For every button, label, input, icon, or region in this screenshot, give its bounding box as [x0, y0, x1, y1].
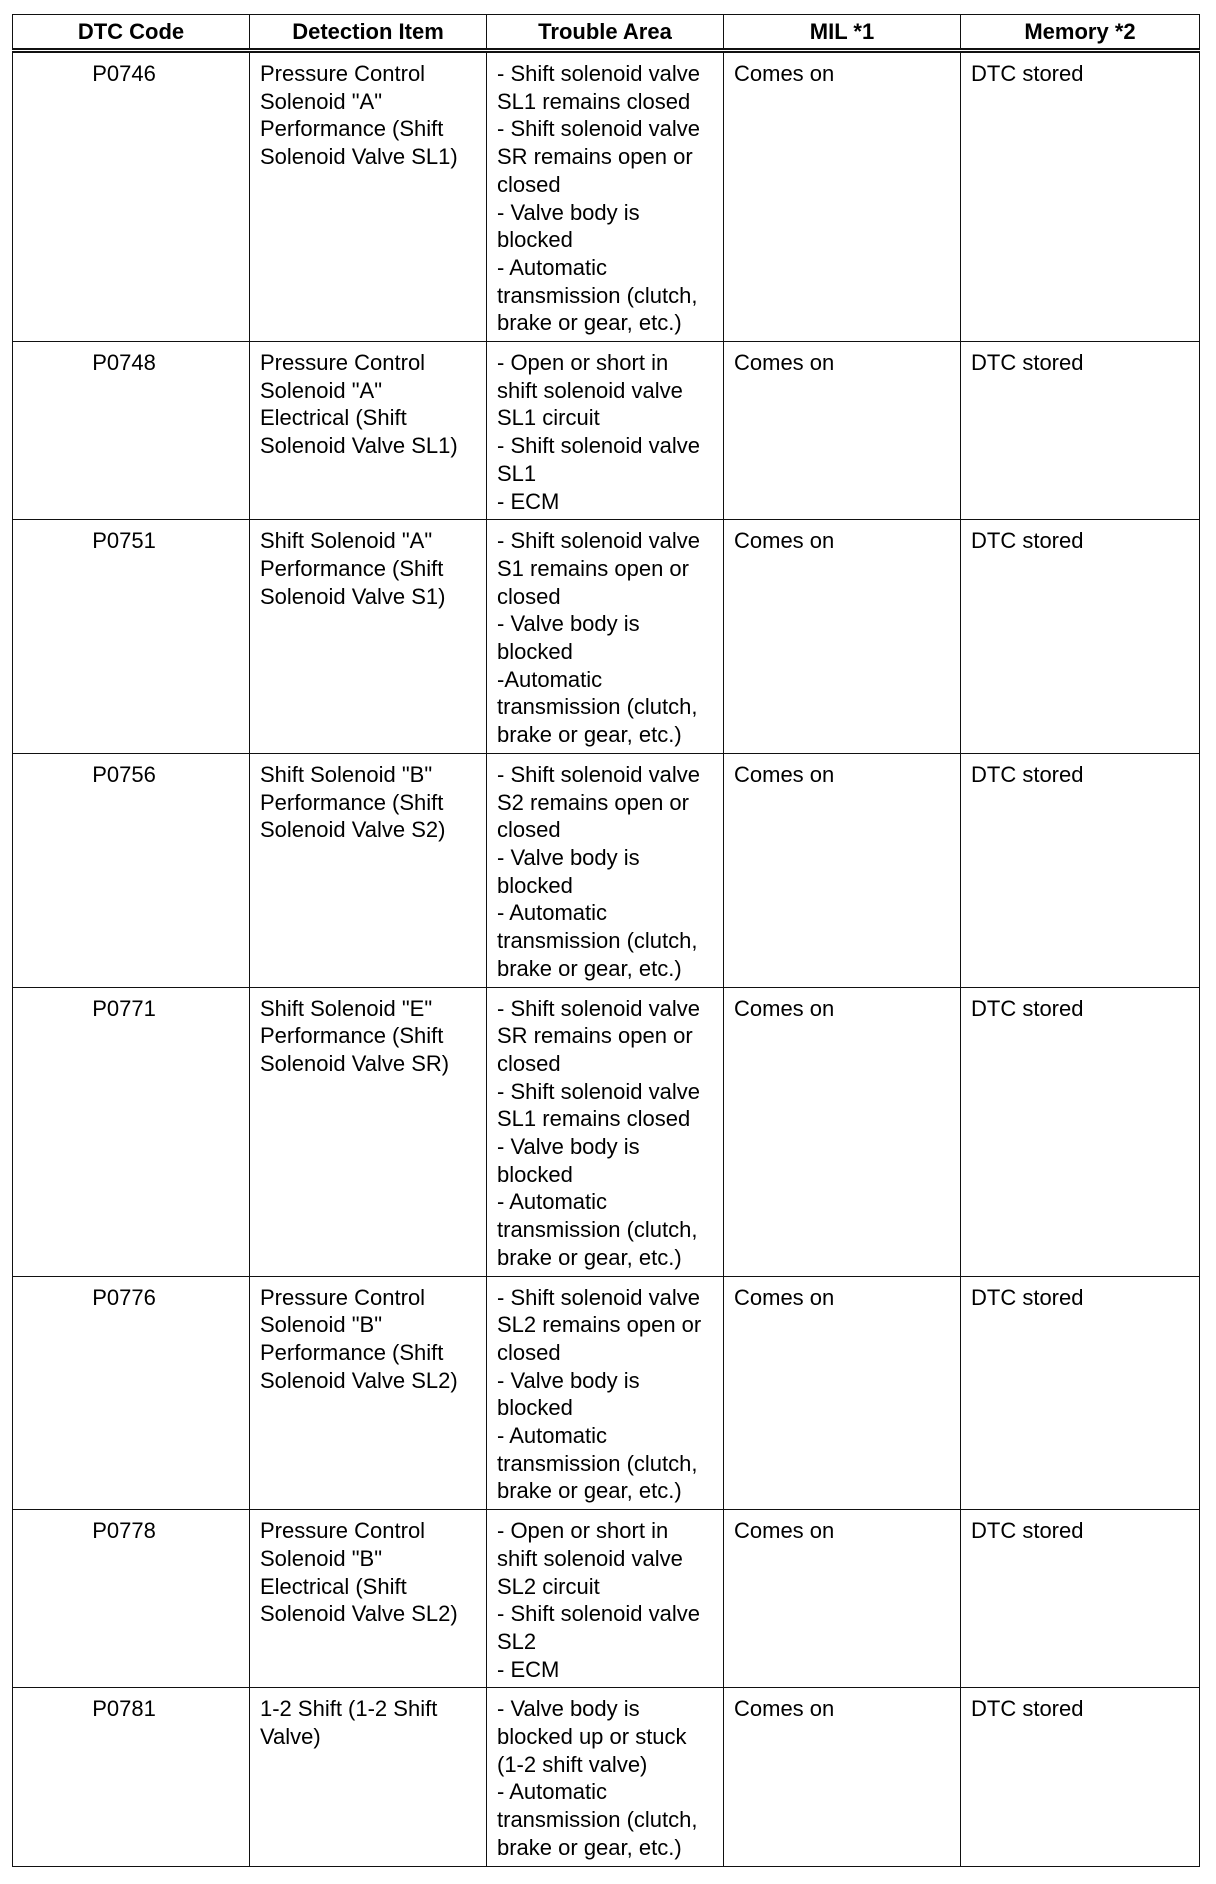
trouble-area: - Open or short in shift solenoid valve SL2 circuit - Shift solenoid valve SL2 - ECM: [497, 1518, 700, 1682]
detection-item-cell: [250, 51, 487, 342]
detection-item-cell: [250, 520, 487, 754]
table-row: [13, 1510, 1200, 1688]
memory-status: DTC stored: [971, 761, 1084, 787]
memory-cell: [961, 753, 1200, 987]
dtc-code: P0748: [92, 350, 156, 376]
trouble-area-cell: [487, 1688, 724, 1866]
table-row: [13, 1688, 1200, 1866]
detection-item-cell: [250, 1688, 487, 1866]
trouble-area: - Open or short in shift solenoid valve SL1 circuit - Shift solenoid valve SL1 - ECM: [497, 350, 700, 514]
trouble-area: - Shift solenoid valve S1 remains open or closed - Valve body is blocked -Automatic transmission (clutch, brake or gear, etc.): [497, 528, 700, 748]
memory-status: DTC stored: [971, 1696, 1084, 1722]
trouble-area-cell: [487, 1510, 724, 1688]
detection-item-cell: [250, 1276, 487, 1510]
dtc-code-cell: [13, 1688, 250, 1866]
detection-item: Shift Solenoid "B" Performance (Shift Solenoid Valve S2): [260, 761, 446, 843]
trouble-area: - Shift solenoid valve SL2 remains open or closed - Valve body is blocked - Automatic transmission (clutch, brake or gear, etc.): [497, 1284, 702, 1504]
dtc-code: P0776: [92, 1284, 156, 1310]
mil-status: Comes on: [734, 1696, 835, 1722]
header-dtc-code: DTC Code: [13, 15, 250, 51]
table-row: [13, 51, 1200, 342]
header-detection-item: Detection Item: [250, 15, 487, 51]
memory-cell: [961, 342, 1200, 520]
detection-item: 1-2 Shift (1-2 Shift Valve): [260, 1696, 438, 1750]
trouble-area-cell: [487, 753, 724, 987]
memory-cell: [961, 1276, 1200, 1510]
mil-cell: [724, 1688, 961, 1866]
memory-cell: [961, 1688, 1200, 1866]
table-row: [13, 987, 1200, 1276]
table-row: [13, 342, 1200, 520]
mil-status: Comes on: [734, 528, 835, 554]
mil-cell: [724, 520, 961, 754]
dtc-code-cell: [13, 51, 250, 342]
dtc-code-cell: [13, 753, 250, 987]
header-memory: Memory *2: [961, 15, 1200, 51]
detection-item-cell: [250, 1510, 487, 1688]
mil-status: Comes on: [734, 1284, 835, 1310]
trouble-area-cell: [487, 51, 724, 342]
trouble-area: - Shift solenoid valve S2 remains open or closed - Valve body is blocked - Automatic transmission (clutch, brake or gear, etc.): [497, 761, 700, 981]
dtc-code: P0778: [92, 1518, 156, 1544]
detection-item: Pressure Control Solenoid "A" Electrical (Shift Solenoid Valve SL1): [260, 350, 458, 459]
memory-status: DTC stored: [971, 1518, 1084, 1544]
dtc-code-cell: [13, 987, 250, 1276]
header-trouble-area: Trouble Area: [487, 15, 724, 51]
trouble-area: - Shift solenoid valve SR remains open or closed - Shift solenoid valve SL1 remains closed - Valve body is blocked - Automatic transmission (clutch, brake or gear, etc.): [497, 995, 700, 1270]
dtc-code-cell: [13, 342, 250, 520]
detection-item: Shift Solenoid "A" Performance (Shift Solenoid Valve S1): [260, 528, 446, 609]
mil-cell: [724, 987, 961, 1276]
dtc-code: P0771: [92, 995, 156, 1021]
dtc-code: P0781: [92, 1696, 156, 1722]
mil-status: Comes on: [734, 350, 835, 376]
detection-item: Shift Solenoid "E" Performance (Shift Solenoid Valve SR): [260, 995, 450, 1076]
memory-status: DTC stored: [971, 528, 1084, 554]
trouble-area-cell: [487, 987, 724, 1276]
trouble-area-cell: [487, 520, 724, 754]
mil-cell: [724, 753, 961, 987]
dtc-code-cell: [13, 1276, 250, 1510]
dtc-code-cell: [13, 1510, 250, 1688]
memory-status: DTC stored: [971, 995, 1084, 1021]
memory-cell: [961, 1510, 1200, 1688]
detection-item-cell: [250, 342, 487, 520]
memory-cell: [961, 520, 1200, 754]
detection-item-cell: [250, 987, 487, 1276]
trouble-area-cell: [487, 342, 724, 520]
dtc-code: P0751: [92, 528, 156, 554]
mil-status: Comes on: [734, 761, 835, 787]
mil-status: Comes on: [734, 995, 835, 1021]
mil-status: Comes on: [734, 1518, 835, 1544]
mil-cell: [724, 51, 961, 342]
dtc-code: P0756: [92, 761, 156, 787]
detection-item-cell: [250, 753, 487, 987]
table-header-row: [13, 15, 1200, 51]
table-row: [13, 520, 1200, 754]
header-mil: MIL *1: [724, 15, 961, 51]
trouble-area: - Shift solenoid valve SL1 remains closed - Shift solenoid valve SR remains open or closed - Valve body is blocked - Automatic transmission (clutch, brake or gear, etc.): [497, 61, 700, 336]
detection-item: Pressure Control Solenoid "B" Electrical (Shift Solenoid Valve SL2): [260, 1518, 458, 1627]
mil-cell: [724, 1510, 961, 1688]
memory-status: DTC stored: [971, 1284, 1084, 1310]
dtc-code-cell: [13, 520, 250, 754]
table-row: [13, 1276, 1200, 1510]
memory-cell: [961, 51, 1200, 342]
memory-cell: [961, 987, 1200, 1276]
memory-status: DTC stored: [971, 61, 1084, 86]
mil-status: Comes on: [734, 61, 835, 86]
table-row: [13, 753, 1200, 987]
detection-item: Pressure Control Solenoid "A" Performance (Shift Solenoid Valve SL1): [260, 61, 458, 170]
trouble-area-cell: [487, 1276, 724, 1510]
detection-item: Pressure Control Solenoid "B" Performance (Shift Solenoid Valve SL2): [260, 1284, 458, 1393]
memory-status: DTC stored: [971, 350, 1084, 376]
dtc-table: [12, 14, 1200, 1867]
dtc-code: P0746: [92, 61, 156, 86]
mil-cell: [724, 342, 961, 520]
mil-cell: [724, 1276, 961, 1510]
trouble-area: - Valve body is blocked up or stuck (1-2 shift valve) - Automatic transmission (clutch, brake or gear, etc.): [497, 1696, 698, 1860]
